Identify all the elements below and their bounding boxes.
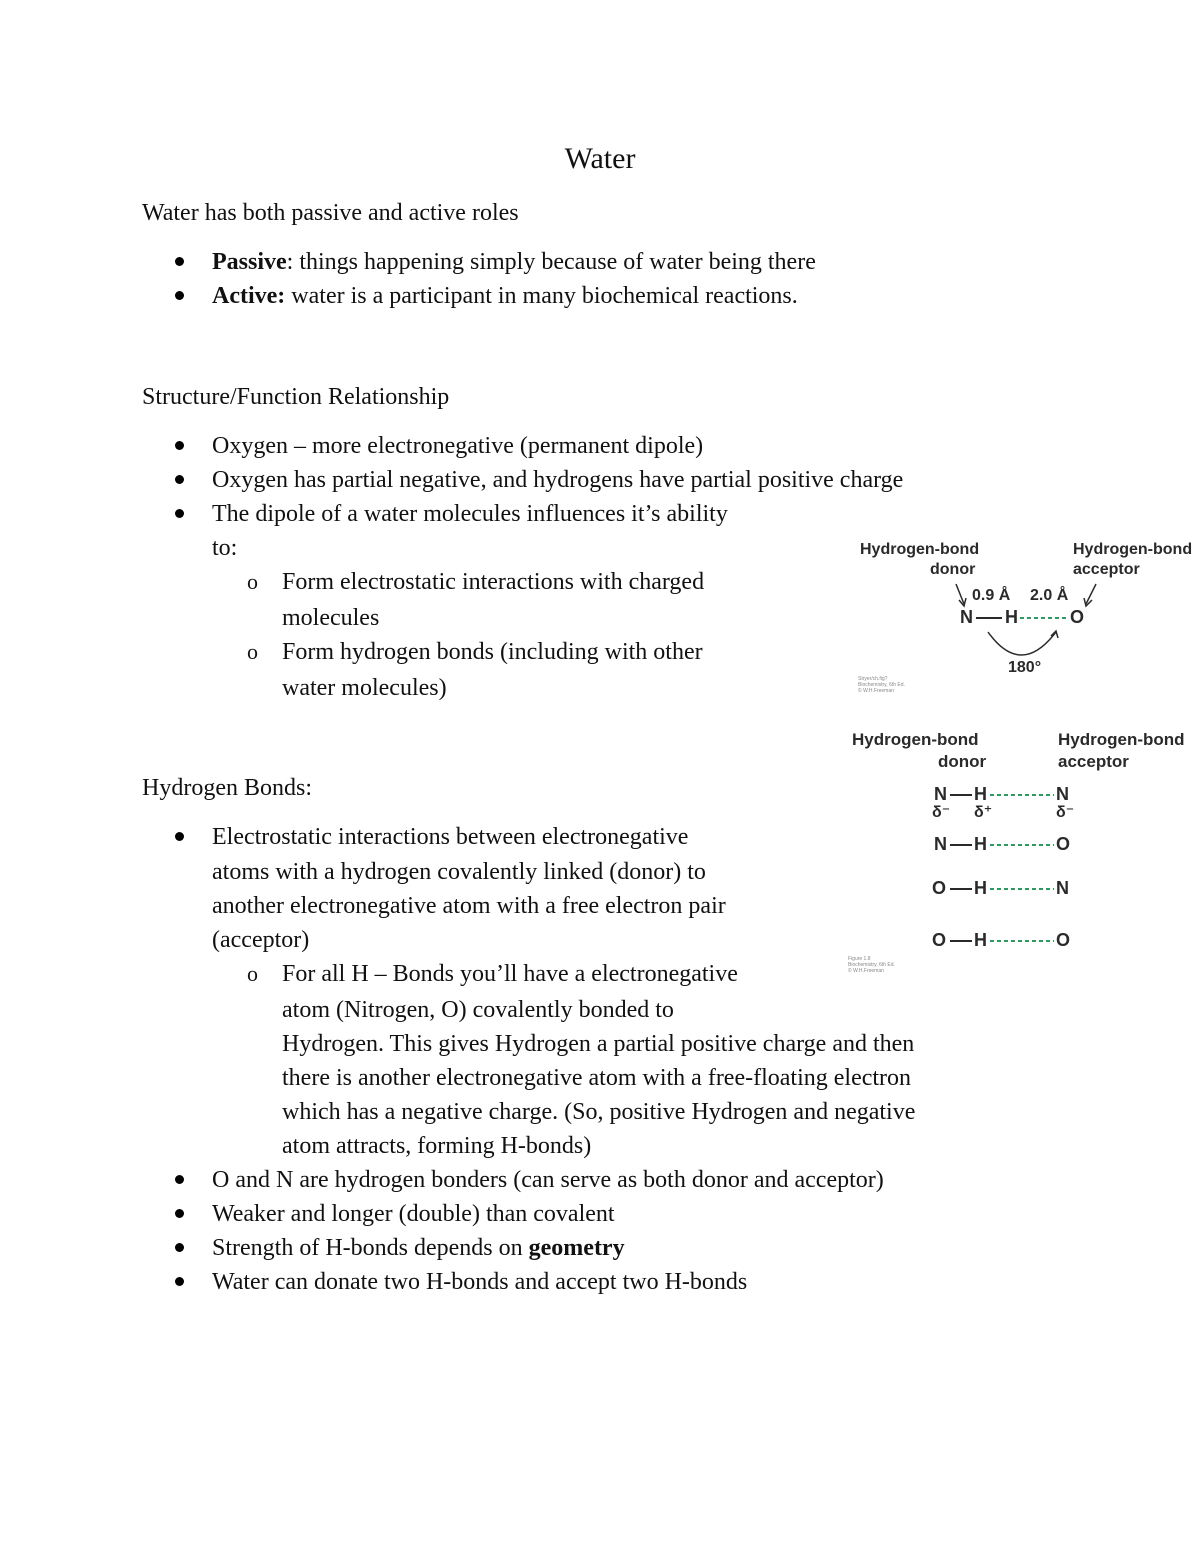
electrostatic-line-2: atoms with a hydrogen covalently linked (donor) to — [212, 859, 706, 885]
fig2-caption-line1: Figure 1.8 — [848, 956, 871, 962]
fig1-caption-line2: Biochemistry, 6th Ed. — [858, 682, 905, 688]
bullet-oxygen-electronegative: Oxygen – more electronegative (permanent dipole) — [212, 429, 703, 463]
hbonds-heading: Hydrogen Bonds: — [142, 775, 312, 801]
geometry-term: geometry — [528, 1235, 625, 1261]
fig2-pair4-donor: O — [932, 930, 947, 950]
all-hbonds-line-2: atom (Nitrogen, O) covalently bonded to — [282, 997, 674, 1023]
fig2-acceptor-label-line1: Hydrogen-bond — [1058, 730, 1185, 749]
all-hbonds-line-6: atom attracts, forming H-bonds) — [282, 1133, 592, 1159]
intro-text: Water has both passive and active roles — [142, 200, 519, 226]
fig2-pair3-h: H — [974, 878, 987, 898]
fig1-angle-label: 180° — [1008, 659, 1042, 676]
electrostatic-line-4: (acceptor) — [212, 927, 310, 953]
sub-bullet-marker: o — [247, 639, 258, 664]
fig2-donor-label-line2: donor — [938, 752, 987, 771]
fig2-pair4-h: H — [974, 930, 987, 950]
fig1-caption-line1: Stryer/ch.fig? — [858, 676, 888, 682]
structure-heading: Structure/Function Relationship — [142, 384, 450, 410]
fig2-pair2-acceptor: O — [1056, 834, 1071, 854]
fig1-atom-o: O — [1070, 607, 1085, 627]
electrostatic-line-3: another electronegative atom with a free electron pair — [212, 893, 726, 919]
fig2-pair2-h: H — [974, 834, 987, 854]
figure-hbond-geometry — [846, 538, 1200, 698]
bullet-weaker-longer: Weaker and longer (double) than covalent — [212, 1197, 615, 1231]
fig2-donor-label-line1: Hydrogen-bond — [852, 730, 979, 749]
fig2-pair1-acceptor: N — [1056, 784, 1069, 804]
all-hbonds-line-5: which has a negative charge. (So, positive Hydrogen and negative — [282, 1099, 916, 1125]
fig1-acceptor-label-line2: acceptor — [1073, 561, 1140, 578]
fig2-charge-donor: δ⁻ — [932, 804, 951, 821]
fig2-bonds-svg — [846, 728, 1200, 980]
sub-item-text: Form electrostatic interactions with charged — [282, 569, 705, 595]
fig2-pair2-donor: N — [934, 834, 947, 854]
bullet-partial-charges: Oxygen has partial negative, and hydrogens have partial positive charge — [212, 463, 903, 497]
fig2-caption — [848, 956, 895, 974]
fig2-charge-h: δ⁺ — [974, 804, 993, 821]
bullet-o-and-n: O and N are hydrogen bonders (can serve as both donor and acceptor) — [212, 1163, 884, 1197]
fig2-pair1-h: H — [974, 784, 987, 804]
fig1-acceptor-label-line1: Hydrogen-bond — [1073, 541, 1193, 558]
sub-bullet-marker: o — [247, 961, 258, 986]
fig1-atom-n: N — [960, 607, 973, 627]
dipole-line-2: to: — [212, 535, 238, 561]
bullet-passive — [212, 245, 816, 279]
sub-item-text: For all H – Bonds you’ll have a electronegative — [282, 961, 738, 987]
fig1-donor-label-line2: donor — [930, 561, 976, 578]
all-hbonds-line-4: there is another electronegative atom with a free-floating electron — [282, 1065, 912, 1091]
passive-term: Passive — [212, 249, 287, 275]
active-term: Active: — [212, 283, 286, 309]
geometry-prefix: Strength of H-bonds depends on — [212, 1235, 529, 1261]
fig2-caption-line3: © W.H.Freeman — [848, 968, 884, 974]
sub-item-text: Form hydrogen bonds (including with other — [282, 639, 703, 665]
fig2-pair3-donor: O — [932, 878, 947, 898]
sub-bullet-marker: o — [247, 569, 258, 594]
sub-item-all-hbonds — [247, 957, 738, 991]
fig1-caption — [858, 676, 905, 694]
bullet-dipole: The dipole of a water molecules influences it’s ability — [212, 497, 728, 531]
fig2-caption-line2: Biochemistry, 6th Ed. — [848, 962, 895, 968]
sub-item-hbonds — [247, 635, 703, 669]
figure-donor-acceptor-pairs — [846, 728, 1200, 980]
all-hbonds-line-3: Hydrogen. This gives Hydrogen a partial positive charge and then — [282, 1031, 915, 1057]
fig1-caption-line3: © W.H.Freeman — [858, 688, 894, 694]
fig2-pair4-acceptor: O — [1056, 930, 1071, 950]
bullet-electrostatic-interactions: Electrostatic interactions between electronegative — [212, 820, 688, 854]
fig2-acceptor-label-line2: acceptor — [1058, 752, 1129, 771]
fig1-distance-hbond: 2.0 Å — [1030, 587, 1069, 604]
fig1-distance-covalent: 0.9 Å — [972, 587, 1011, 604]
active-text: water is a participant in many biochemical reactions. — [285, 283, 798, 309]
fig1-bonds-svg — [846, 538, 1200, 698]
sub-item-hbonds-cont: water molecules) — [282, 675, 447, 701]
bullet-active — [212, 279, 798, 313]
bullet-water-donate-accept: Water can donate two H-bonds and accept two H-bonds — [212, 1265, 747, 1299]
fig2-charge-acceptor: δ⁻ — [1056, 804, 1075, 821]
fig1-angle-arc — [988, 632, 1056, 655]
fig2-pair3-acceptor: N — [1056, 878, 1069, 898]
sub-item-electrostatic — [247, 565, 705, 599]
bullet-geometry — [212, 1231, 625, 1265]
sub-item-electrostatic-cont: molecules — [282, 605, 380, 631]
fig2-pair1-donor: N — [934, 784, 947, 804]
fig1-donor-label-line1: Hydrogen-bond — [860, 541, 980, 558]
fig1-atom-h: H — [1005, 607, 1018, 627]
passive-text: : things happening simply because of water being there — [286, 249, 816, 275]
page-title: Water — [564, 142, 636, 175]
